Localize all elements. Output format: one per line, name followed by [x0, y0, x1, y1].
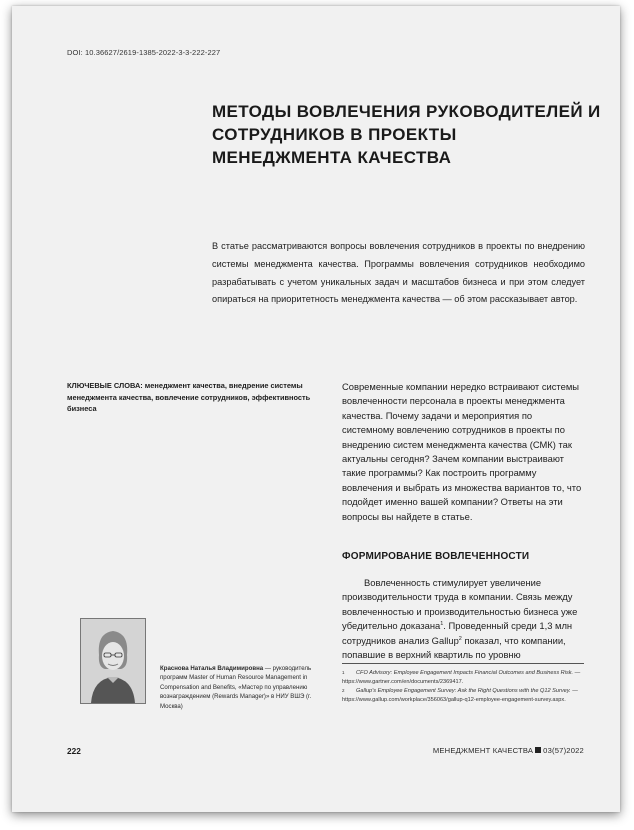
footnote-link[interactable]: — https://www.gallup.com/workplace/356063/gallup-q12-employee-engagement-survey.aspx.	[342, 688, 578, 703]
body-text-part: Вовлеченность стимулирует увеличение производительности труда в компании. Связь между вовлеченностью и производительностью бизнеса уже убедительно доказана	[342, 577, 578, 632]
doi: DOI: 10.36627/2619-1385-2022-3-3-222-227	[67, 48, 221, 57]
footnote-item	[342, 687, 584, 704]
author-portrait-image	[81, 619, 145, 703]
footnotes	[342, 663, 584, 705]
article-title: МЕТОДЫ ВОВЛЕЧЕНИЯ РУКОВОДИТЕЛЕЙ И СОТРУДНИКОВ В ПРОЕКТЫ МЕНЕДЖМЕНТА КАЧЕСТВА	[212, 102, 601, 167]
footnote-ref[interactable]: 1	[440, 621, 444, 628]
author-info	[160, 664, 312, 711]
journal-name: МЕНЕДЖМЕНТ КАЧЕСТВА	[432, 746, 534, 755]
abstract: В статье рассматриваются вопросы вовлечения сотрудников в проекты по внедрению системы менеджмента качества. Программы вовлечения сотрудников необходимо разрабатывать с учетом уникальных задач и масштабов бизнеса и при этом следует опираться на приоритетность менеджмента качества — об этом рассказывает автор.	[212, 241, 585, 305]
footnote-source: CFO Advisory: Employee Engagement Impacts Financial Outcomes and Business Risk.	[356, 670, 574, 676]
footnote-item	[342, 669, 584, 686]
footnote-ref[interactable]: 2	[458, 635, 462, 642]
keywords: КЛЮЧЕВЫЕ СЛОВА: менеджмент качества, внедрение системы менеджмента качества, вовлечение сотрудников, эффективность бизнеса	[67, 381, 311, 413]
journal-footer	[433, 746, 584, 755]
square-separator-icon	[535, 747, 541, 753]
section-heading: ФОРМИРОВАНИЕ ВОВЛЕЧЕННОСТИ	[342, 551, 530, 563]
author-name: Краснова Наталья Владимировна	[160, 665, 264, 672]
journal-page	[12, 6, 620, 812]
footnote-number: 1	[342, 670, 345, 675]
body-text-part: показал, что компании, попавшие в верхний квартиль по уровню	[342, 634, 566, 661]
footnote-link[interactable]: — https://www.gartner.com/en/documents/2369417.	[342, 670, 581, 685]
page-number: 222	[67, 746, 81, 756]
main-column	[342, 380, 584, 663]
body-paragraph	[342, 576, 584, 662]
author-photo	[80, 618, 146, 704]
footnote-source: Gallup's Employee Engagement Survey: Ask the Right Questions with the Q12 Survey.	[356, 688, 571, 695]
footnote-number: 2	[342, 688, 345, 694]
body-text-part: . Проведенный среди 1,3 млн сотрудников анализ Gallup	[342, 620, 573, 646]
journal-issue: 03(57)2022	[543, 746, 584, 755]
intro-paragraph: Современные компании нередко встраивают системы вовлеченности персонала в проекты менеджмента качества. Почему задачи и мероприятия по системному вовлечению сотрудников в проекты по внедрению систем менеджмента качества (СМК) так актуальны сегодня? Зачем компании выстраивают такие программы? Как построить программу вовлечения и выбрать из множества вариантов то, что подойдет именно вашей компании? Ответы на эти вопросы вы найдете в статье.	[342, 381, 582, 522]
author-bio: — руководитель программ Master of Human Resource Management in Compensation and Benefits, «Мастер по управлению вознаграждением (Rewards Manager)» в НИУ ВШЭ (г. Москва)	[160, 665, 312, 710]
